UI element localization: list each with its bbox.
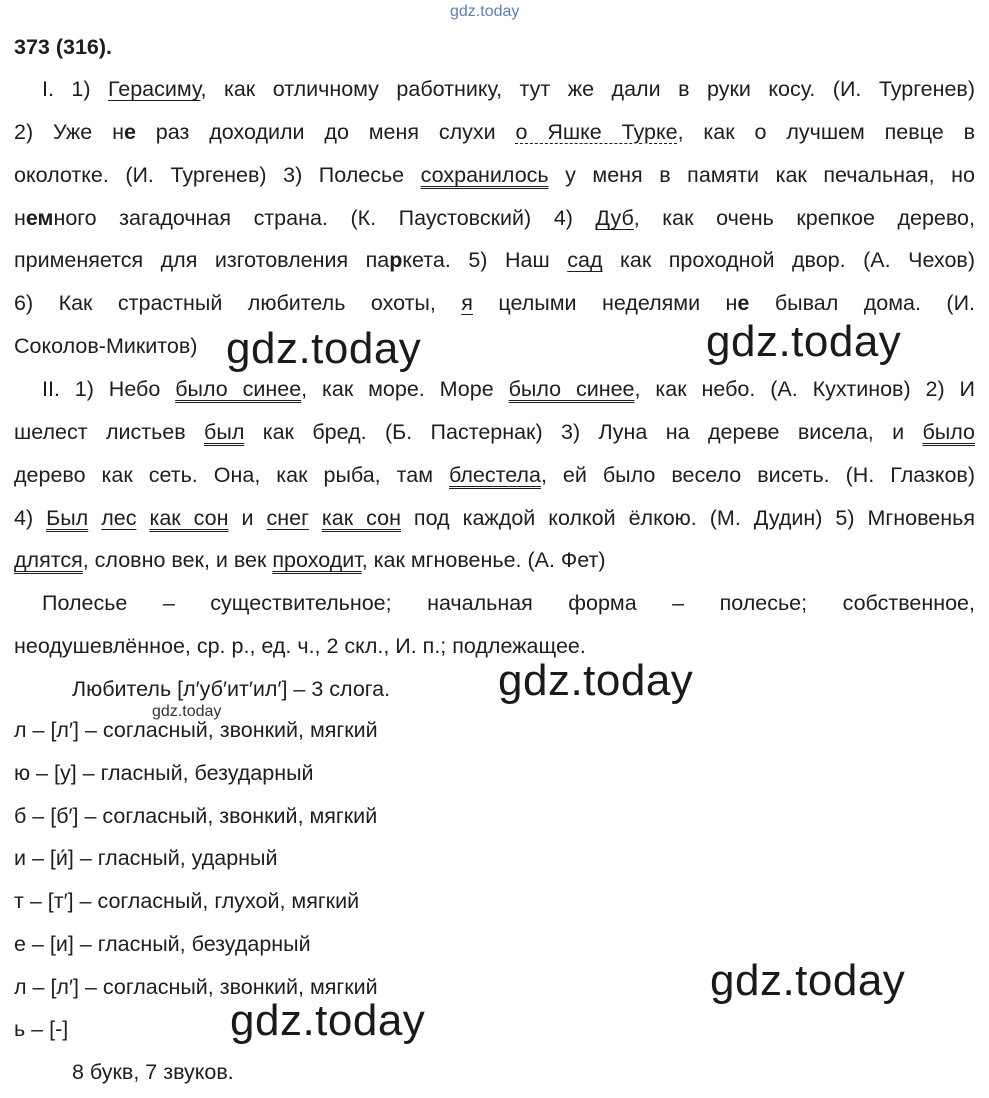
watermark: gdz.today xyxy=(498,656,694,705)
watermark: gdz.today xyxy=(226,324,422,373)
analysis-line-2: неодушевлённое, ср. р., ед. ч., 2 скл., И. п.; подлежащее. xyxy=(14,634,586,658)
part1-line-7: Соколов-Микитов) xyxy=(14,334,198,358)
watermark-top: gdz.today xyxy=(450,3,520,20)
watermark: gdz.today xyxy=(706,317,902,366)
subject-ya: я xyxy=(461,291,473,315)
phonetic-row: и – [и́] – гласный, ударный xyxy=(14,846,278,870)
predicate-kak-son-1: как сон xyxy=(149,506,229,530)
part2-line-2: шелест листьев был как бред. (Б. Пастернак) 3) Луна на дереве висела, и было xyxy=(14,420,975,444)
subject-dub: Дуб xyxy=(595,206,634,230)
adverbial-yashke-turke: о Яшке Турке xyxy=(515,120,678,144)
subject-sneg: снег xyxy=(266,506,309,530)
phonetic-row: л – [л′] – согласный, звонкий, мягкий xyxy=(14,718,378,742)
part1-line-6: 6) Как страстный любитель охоты, я целыми неделями не бывал дома. (И. xyxy=(14,291,976,315)
predicate-dlyatsya: длятся xyxy=(14,548,83,572)
predicate-kak-son-2: как сон xyxy=(321,506,401,530)
subject-gerasimu: Герасиму xyxy=(108,77,201,101)
phonetic-row: т – [т′] – согласный, глухой, мягкий xyxy=(14,889,360,913)
phonetic-row: е – [и] – гласный, безударный xyxy=(14,932,311,956)
phonetic-row: б – [б′] – согласный, звонкий, мягкий xyxy=(14,804,378,828)
subject-sad: сад xyxy=(567,248,603,272)
part1-line-2: 2) Уже не раз доходили до меня слухи о Яшке Турке, как о лучшем певце в xyxy=(14,120,975,144)
part2-line-3: дерево как сеть. Она, как рыба, там блестела, ей было весело висеть. (Н. Глазков) xyxy=(14,463,976,487)
watermark-small: gdz.today xyxy=(152,703,222,720)
predicate-bylo-sinee-2: было синее xyxy=(508,377,635,401)
phonetic-row: ю – [у] – гласный, безударный xyxy=(14,761,314,785)
part1-line-5: применяется для изготовления паркета. 5) Наш сад как проходной двор. (А. Чехов) xyxy=(14,248,975,272)
part2-line-5: длятся, словно век, и век проходит, как мгновенье. (А. Фет) xyxy=(14,548,606,572)
subject-les: лес xyxy=(101,506,137,530)
task-number: 373 (316). xyxy=(14,35,113,59)
part1-line-3: околотке. (И. Тургенев) 3) Полесье сохранилось у меня в памяти как печальная, но xyxy=(14,163,975,187)
predicate-bylo-sinee-1: было синее xyxy=(175,377,302,401)
watermark: gdz.today xyxy=(710,956,906,1005)
part2-line-4: 4) Был лес как сон и снег как сон под каждой колкой ёлкою. (М. Дудин) 5) Мгновенья xyxy=(14,506,975,530)
phonetic-header: Любитель [л′уб′ит′ил′] – 3 слога. xyxy=(72,677,391,701)
analysis-line-1: Полесье – существительное; начальная форма – полесье; собственное, xyxy=(42,591,975,615)
part2-line-1: II. 1) Небо было синее, как море. Море было синее, как небо. (А. Кухтинов) 2) И xyxy=(42,377,975,401)
watermark: gdz.today xyxy=(230,996,426,1045)
phonetic-row: л – [л′] – согласный, звонкий, мягкий xyxy=(14,975,378,999)
predicate-prohodit: проходит xyxy=(272,548,362,572)
predicate-byl: был xyxy=(204,420,245,444)
predicate-bylo: было xyxy=(922,420,975,444)
predicate-byl-2: Был xyxy=(46,506,89,530)
part1-line-4: немного загадочная страна. (К. Паустовский) 4) Дуб, как очень крепкое дерево, xyxy=(14,206,975,230)
predicate-sohranilos: сохранилось xyxy=(420,163,549,187)
predicate-blestela: блестела xyxy=(448,463,541,487)
part1-line-1: I. 1) Герасиму, как отличному работнику, тут же дали в руки косу. (И. Тургенев) xyxy=(42,77,975,101)
phonetic-row: ь – [-] xyxy=(14,1017,69,1041)
phonetic-summary: 8 букв, 7 звуков. xyxy=(72,1060,234,1084)
